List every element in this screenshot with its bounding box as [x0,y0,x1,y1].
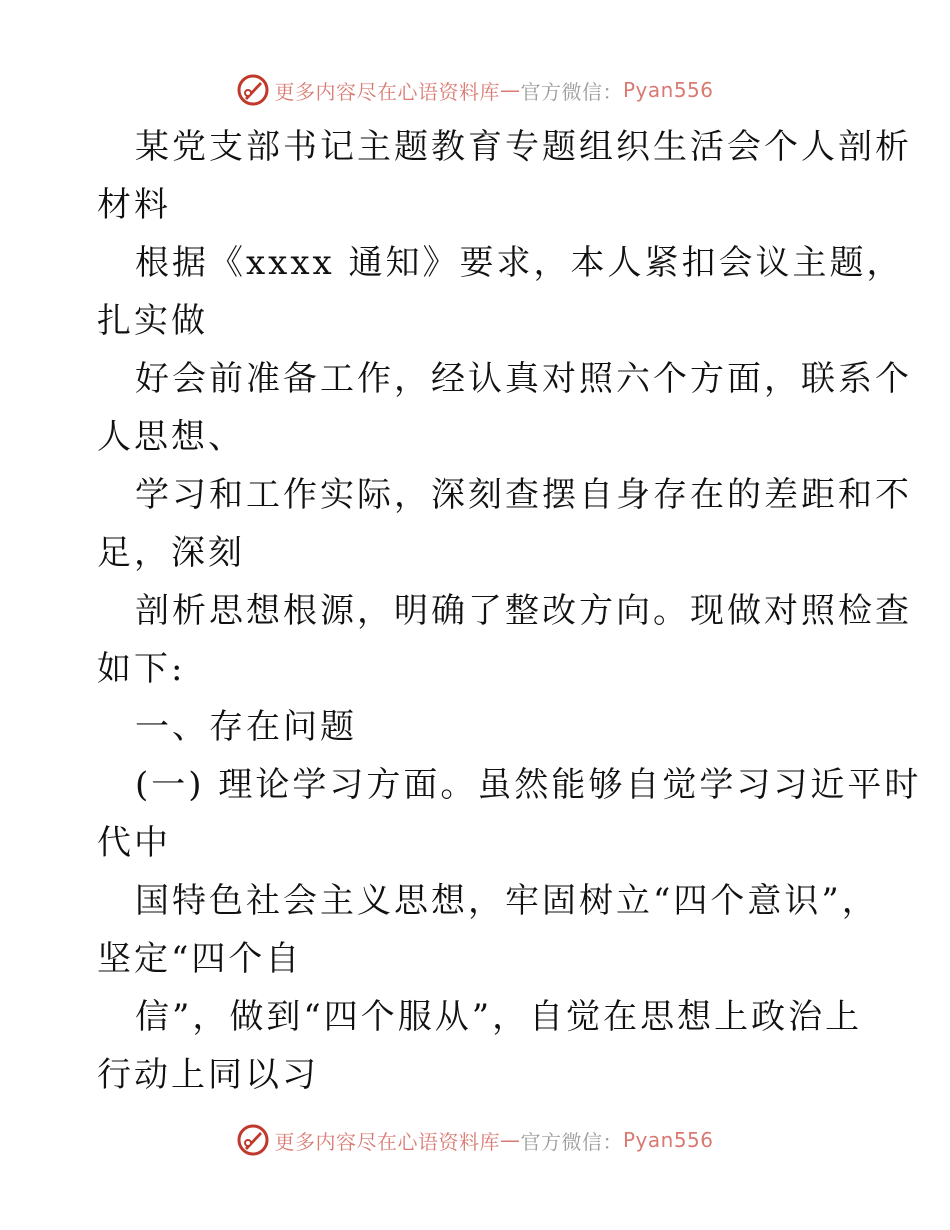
text-line: 学习和工作实际，深刻查摆自身存在的差距和不 [135,475,912,515]
watermark-label: 官方微信： [520,1129,623,1154]
quill-logo-icon [236,1123,270,1157]
text-line: 材料 [97,185,171,225]
watermark-label: 官方微信： [520,79,623,104]
text-line: 足，深刻 [97,533,245,573]
text-line: 根据《xxxx 通知》要求，本人紧扣会议主题， [135,243,904,283]
text-line: 某党支部书记主题教育专题组织生活会个人剖析 [135,127,912,167]
footer-watermark [0,1120,950,1160]
header-watermark [0,70,950,110]
watermark-wechat-id: Pyan556 [622,1128,714,1152]
text-line: 剖析思想根源，明确了整改方向。现做对照检查 [135,591,912,631]
text-line: 行动上同以习 [97,1055,319,1095]
watermark-site-text: 更多内容尽在心语资料库 [274,1129,500,1154]
watermark-dash: — [499,1128,521,1152]
text-line: 坚定“四个自 [97,939,303,979]
watermark-wechat-id: Pyan556 [622,78,714,102]
watermark-dash: — [499,78,521,102]
section-heading: 一、存在问题 [135,707,357,747]
text-line: 扎实做 [97,301,208,341]
watermark-site-text: 更多内容尽在心语资料库 [274,79,500,104]
document-body [97,118,922,1104]
text-line: 好会前准备工作，经认真对照六个方面，联系个 [135,359,912,399]
text-line: 代中 [97,823,171,863]
text-line: 如下: [97,649,186,689]
text-line: (一) 理论学习方面。虽然能够自觉学习习近平时 [135,765,922,805]
text-line: 信”，做到“四个服从”，自觉在思想上政治上 [135,997,863,1037]
quill-logo-icon [236,73,270,107]
text-line: 人思想、 [97,417,245,457]
text-line: 国特色社会主义思想，牢固树立“四个意识”， [135,881,879,921]
